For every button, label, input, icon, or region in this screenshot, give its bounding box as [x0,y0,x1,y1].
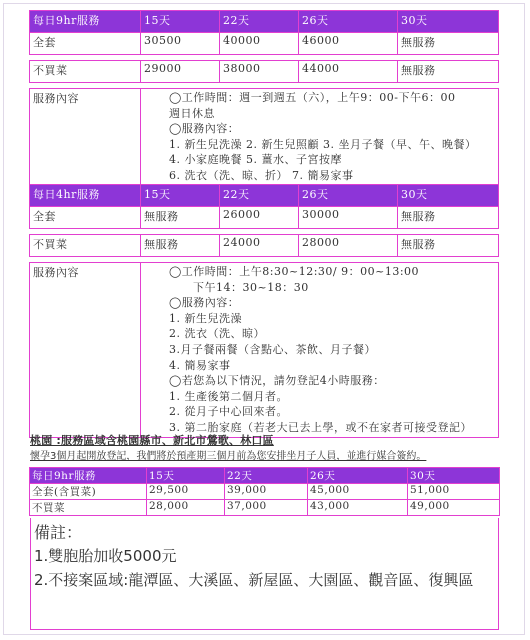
service-line: 下午14：30~18：30 [193,280,309,294]
price-cell: 28000 [299,235,398,257]
service-label: 服務內容 [30,263,141,438]
price-cell: 26000 [220,207,299,229]
remark-line: 1.雙胞胎加收5000元 [34,547,177,565]
service-label: 服務內容 [30,89,141,185]
header-cell: 22天 [225,468,308,484]
service-line: 3. 第二胎家庭（若老大已去上學，或不在家者可接受登記） [169,420,472,434]
header-cell: 30天 [398,185,499,207]
price-cell: 28,000 [147,500,225,516]
service-line: 4. 簡易家事 [169,358,231,372]
price-cell: 46000 [299,33,398,55]
price-cell: 49,000 [408,500,500,516]
table-header-4hr [30,185,499,207]
service-line: 1. 新生兒洗澡 2. 新生兒照顧 3. 坐月子餐（早、午、晚餐） [169,137,477,151]
price-cell: 無服務 [398,61,499,83]
price-cell: 29,500 [147,484,225,500]
row-label: 不買菜 [30,500,147,516]
price-cell: 38000 [220,61,299,83]
table-row [30,500,500,516]
price-cell: 51,000 [408,484,500,500]
service-row-9hr [30,89,499,185]
price-cell: 24000 [220,235,299,257]
service-line: 3.月子餐兩餐（含點心、茶飲、月子餐） [169,342,376,356]
service-line: ◯工作時間：上午8:30~12:30/ 9：00~13:00 [169,265,420,278]
service-line: 2. 從月子中心回來者。 [169,405,288,419]
header-cell: 22天 [220,11,299,33]
price-cell: 40000 [220,33,299,55]
price-cell: 30000 [299,207,398,229]
header-cell: 26天 [299,185,398,207]
header-cell: 每日4hr服務 [30,185,141,207]
header-cell: 22天 [220,185,299,207]
header-cell: 每日9hr服務 [30,468,147,484]
row-label: 不買菜 [30,61,141,83]
header-cell: 26天 [299,11,398,33]
service-line: ◯若您為以下情況，請勿登記4小時服務： [169,374,385,388]
service-content-9hr [141,89,499,185]
price-cell: 30500 [141,33,220,55]
service-line: 週日休息 [169,106,215,120]
service-content-4hr [141,263,499,438]
service-line: 2. 洗衣（洗、晾） [169,327,265,341]
price-cell: 44000 [299,61,398,83]
remarks-box [30,518,499,630]
remarks-title: 備註： [34,523,83,542]
service-line: ◯工作時間：週一到週五（六），上午9：00-下午6：00 [169,91,456,104]
price-cell: 無服務 [141,207,220,229]
row-label: 全套(含買菜) [30,484,147,500]
header-cell: 30天 [408,468,500,484]
area-note: 懷孕3個月起開放登記，我們將於預產期三個月前為您安排坐月子人員，並進行媒合簽約。 [30,451,427,462]
header-cell: 26天 [308,468,408,484]
service-line: 1. 新生兒洗澡 [169,311,242,325]
service-line: ◯服務內容： [169,122,240,135]
header-cell: 30天 [398,11,499,33]
row-label: 全套 [30,33,141,55]
price-cell: 29000 [141,61,220,83]
row-label: 不買菜 [30,235,141,257]
price-cell: 無服務 [398,33,499,55]
service-line: 4. 小家庭晚餐 5. 薑水、子宮按摩 [169,153,342,166]
table-row [30,235,499,257]
price-cell: 39,000 [225,484,308,500]
header-cell: 15天 [141,11,220,33]
service-line: 1. 生產後第二個月者。 [169,389,288,403]
service-line: 6. 洗衣（洗、晾、折） 7. 簡易家事 [169,168,354,182]
header-cell: 15天 [147,468,225,484]
area-title: 桃園 :服務區域含桃園縣市、新北市鶯歌、林口區 [30,434,274,447]
price-cell: 無服務 [398,235,499,257]
service-row-4hr [30,263,499,438]
table-row [30,33,499,55]
row-label: 全套 [30,207,141,229]
pricing-table-taoyuan [29,467,500,516]
service-line: ◯服務內容： [169,296,240,310]
table-row [30,61,499,83]
header-cell: 每日9hr服務 [30,11,141,33]
pricing-table-taipei [29,10,499,438]
price-cell: 37,000 [225,500,308,516]
table-header-taoyuan [30,468,500,484]
remark-line: 2.不接案區域:龍潭區、大溪區、新屋區、大園區、觀音區、復興區 [34,571,474,589]
price-cell: 無服務 [398,207,499,229]
header-cell: 15天 [141,185,220,207]
table-header-9hr [30,11,499,33]
table-row [30,207,499,229]
table-row [30,484,500,500]
price-cell: 45,000 [308,484,408,500]
price-cell: 43,000 [308,500,408,516]
price-cell: 無服務 [141,235,220,257]
